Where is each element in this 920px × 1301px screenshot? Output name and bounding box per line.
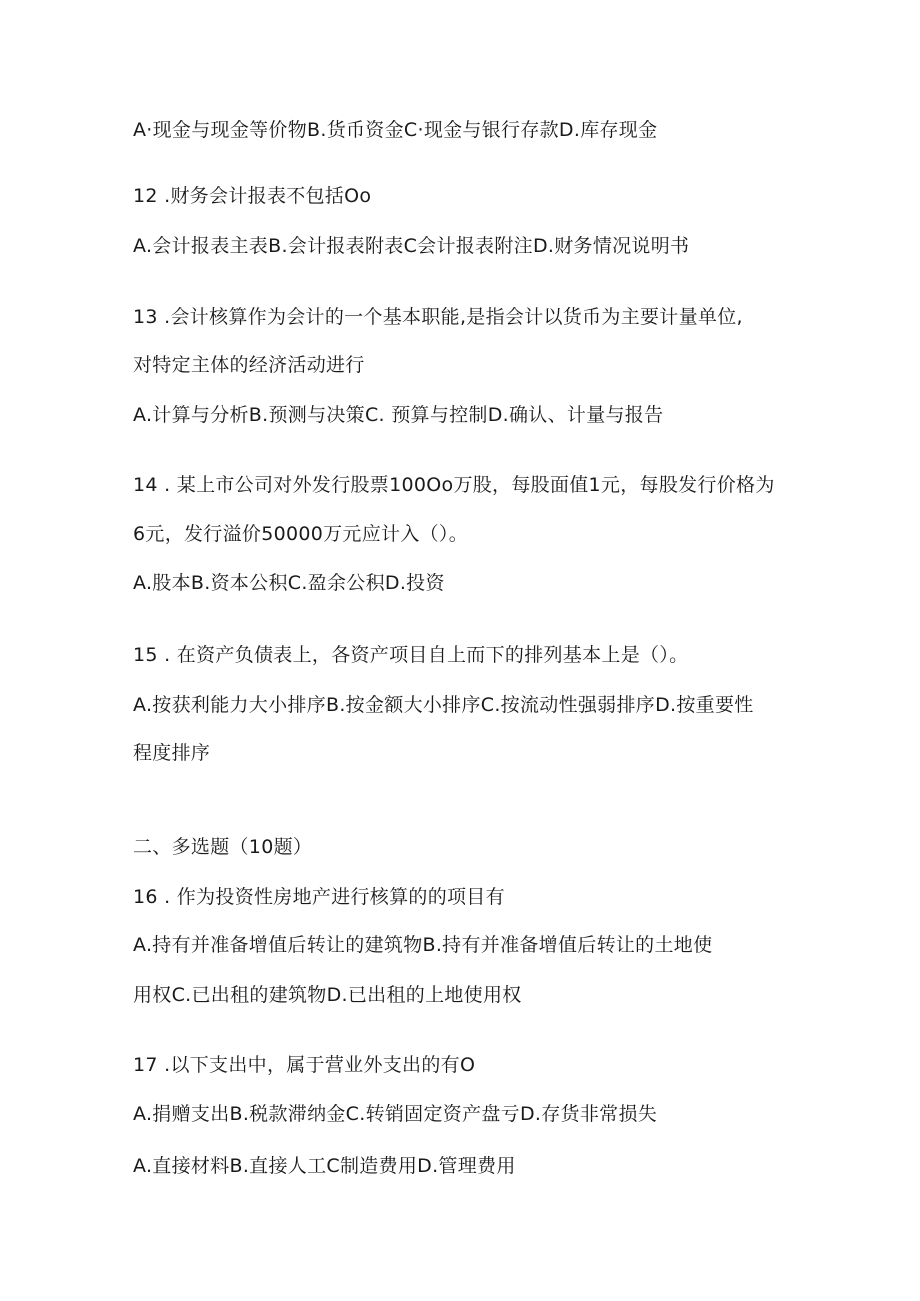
answer-options-q13: A.计算与分析B.预测与决策C. 预算与控制D.确认、计量与报告 bbox=[133, 404, 664, 426]
question-13-line-2: 对特定主体的经济活动进行 bbox=[133, 354, 365, 376]
question-14-line-2: 6元，发行溢价50000万元应计入（）。 bbox=[133, 523, 469, 545]
question-15: 15 . 在资产负债表上，各资产项目自上而下的排列基本上是（）。 bbox=[133, 644, 689, 666]
answer-options-q15-line-2: 程度排序 bbox=[133, 742, 211, 764]
answer-options-q17: A.捐赠支出B.税款滞纳金C.转销固定资产盘亏D.存货非常损失 bbox=[133, 1103, 658, 1125]
answer-options-extra: A.直接材料B.直接人工C制造费用D.管理费用 bbox=[133, 1155, 516, 1177]
question-14-line-1: 14 . 某上市公司对外发行股票100Oo万股，每股面值1元，每股发行价格为 bbox=[133, 474, 775, 496]
answer-options-q14: A.股本B.资本公积C.盈余公积D.投资 bbox=[133, 572, 445, 594]
question-17: 17 .以下支出中，属于营业外支出的有O bbox=[133, 1054, 476, 1076]
answer-options-q16-line-1: A.持有并准备增值后转让的建筑物B.持有并准备增值后转让的土地使 bbox=[133, 934, 713, 956]
answer-options-q11: A·现金与现金等价物B.货币资金C·现金与银行存款D.库存现金 bbox=[133, 119, 658, 141]
question-16: 16 . 作为投资性房地产进行核算的的项目有 bbox=[133, 886, 505, 908]
answer-options-q15-line-1: A.按获利能力大小排序B.按金额大小排序C.按流动性强弱排序D.按重要性 bbox=[133, 694, 754, 716]
answer-options-q12: A.会计报表主表B.会计报表附表C会计报表附注D.财务情况说明书 bbox=[133, 235, 690, 257]
question-12: 12 .财务会计报表不包括Oo bbox=[133, 185, 372, 207]
answer-options-q16-line-2: 用权C.已出租的建筑物D.已出租的上地使用权 bbox=[133, 984, 522, 1006]
section-heading-multiple-choice: 二、多选题（10题） bbox=[133, 836, 313, 858]
question-13-line-1: 13 .会计核算作为会计的一个基本职能,是指会计以货币为主要计量单位, bbox=[133, 306, 743, 328]
